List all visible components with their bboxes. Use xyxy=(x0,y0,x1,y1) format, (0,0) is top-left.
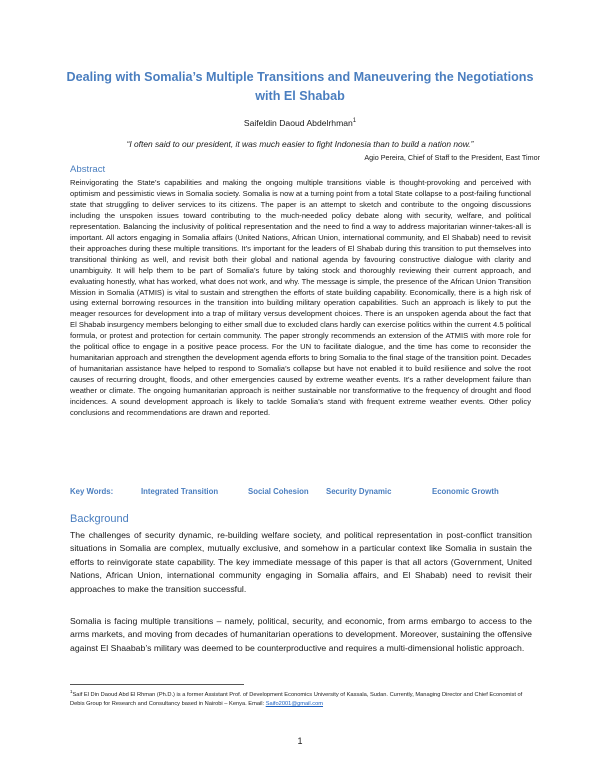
author-footnote-mark: 1 xyxy=(352,118,357,125)
abstract-heading: Abstract xyxy=(70,164,106,175)
footnote-text: Saif El Din Daoud Abd El Rhman (Ph.D.) is a former Assistant Prof. of Development Economics University of Kassala, Sudan. Currently, Managing Director and Chief Economist of Debis Group for Research and Consultancy based in Nairobi – Kenya. Email: xyxy=(70,691,523,707)
keyword-item: Security Dynamic xyxy=(326,487,392,496)
keyword-item: Economic Growth xyxy=(432,487,499,496)
epigraph-quote: “I often said to our president, it was much easier to fight Indonesia than to build a nation now.” xyxy=(126,139,474,149)
background-paragraph: Somalia is facing multiple transitions – namely, political, security, and economic, from arms embargo to access to the arms markets, and moving from decades of humanitarian operations to development. Moreover, sustaining the offensive against El Shaabab’s military was deemed to be counterproductive and requires a multi-dimensional holistic approach. xyxy=(70,616,532,653)
keyword-item: Social Cohesion xyxy=(248,487,309,496)
background-paragraph: The challenges of security dynamic, re-building welfare society, and political representation in post-conflict transition situations in Somalia are complex, mutually exclusive, and somehow in a particular context like Somalia in sustain the efforts to reinvigorate state capability. The key immediate message of this paper is that all actors (Government, United Nations, African Union, international community engaging in Somalia affairs, and El Shabab) need to revisit their approaches to make the transition successful. xyxy=(70,530,532,594)
footnote-divider xyxy=(70,684,244,685)
footnote-mark: 1 xyxy=(70,689,73,694)
keywords-label: Key Words: xyxy=(70,487,114,496)
paper-title: Dealing with Somalia’s Multiple Transitions and Maneuvering the Negotiations with El Shabab xyxy=(66,70,534,103)
epigraph-attribution: Agio Pereira, Chief of Staff to the President, East Timor xyxy=(364,153,540,162)
abstract-body: Reinvigorating the State’s capabilities and making the ongoing multiple transitions viable is thought-provoking and perceived with optimism and pessimistic views in Somalia society. Somalia is now at a turning point from a total State collapse to a post-failing functional state that struggling to deliver services to its citizens. The paper is an attempt to sketch and contribute to the ongoing discussions including the unspoken issues toward contributing to the much-needed policy debate along with security, welfare, and political representation. Balancing the inclusivity of political representation and the need to find a way to address majoritarian winner-takes-all is important. All actors engaging in Somalia affairs (United Nations, African Union, international community, and El Shabab) need to revisit their approaches during these multiple transitions. It’s important for the leaders of El Shabab during this transition to put themselves into transitional thinking as well, and revisit both their global and national agenda by favouring constructive dialogue with clarity and unambiguity. It will help them to be part of Somalia’s future by taking stock and thoroughly reviewing their current approach, and evaluating honestly, what has worked, what does not work, and why. The message is simple, the presence of the African Union Transition Mission in Somalia (ATMIS) is vital to sustain and strengthen the efforts of state building capability. Economically, there is a high risk of using external borrowing resources in the transition into building military operation capabilities. Such an approach is likely to put the meager resources for development into a trap of military versus development choices. There is an unspoken agenda about the fact that El Shabab insurgency members belonging to either small due to excluded clans hardly can exercise politics within the current 4.5 political formula, or protest and protection for certain community. The paper strongly recommends an extension of the ATMIS with more role for the political office to engage in a positive peace process. For the UN to facilitate dialogue, and the time has come to reconsider the humanitarian approach and strengthen the development agenda efforts to bring Somalia to the final stage of the transition point. Decades of humanitarian assistance have helped to respond to Somalia’s collapse but have not enabled it to build resilience and solve the root causes of recurring drought, floods, and other emergencies caused by extreme weather events. It’s a rather development failure than weather or climate. The ongoing humanitarian approach is neither sustainable nor transformative to the frequency of drought and flood incidences. A sound development approach is likely to tackle Somalia’s stand with frequent extreme weather events. Other policy conclusions and recommendations are drawn and reported. xyxy=(70,178,531,418)
keyword-item: Integrated Transition xyxy=(141,487,219,496)
footnote xyxy=(70,687,532,709)
author-name: Saifeldin Daoud Abdelrhman xyxy=(243,118,353,128)
background-heading: Background xyxy=(70,513,129,525)
author-line xyxy=(0,118,600,128)
footnote-email-link[interactable]: Saifo2001@gmail.com xyxy=(265,700,324,707)
page-number: 1 xyxy=(297,736,303,746)
